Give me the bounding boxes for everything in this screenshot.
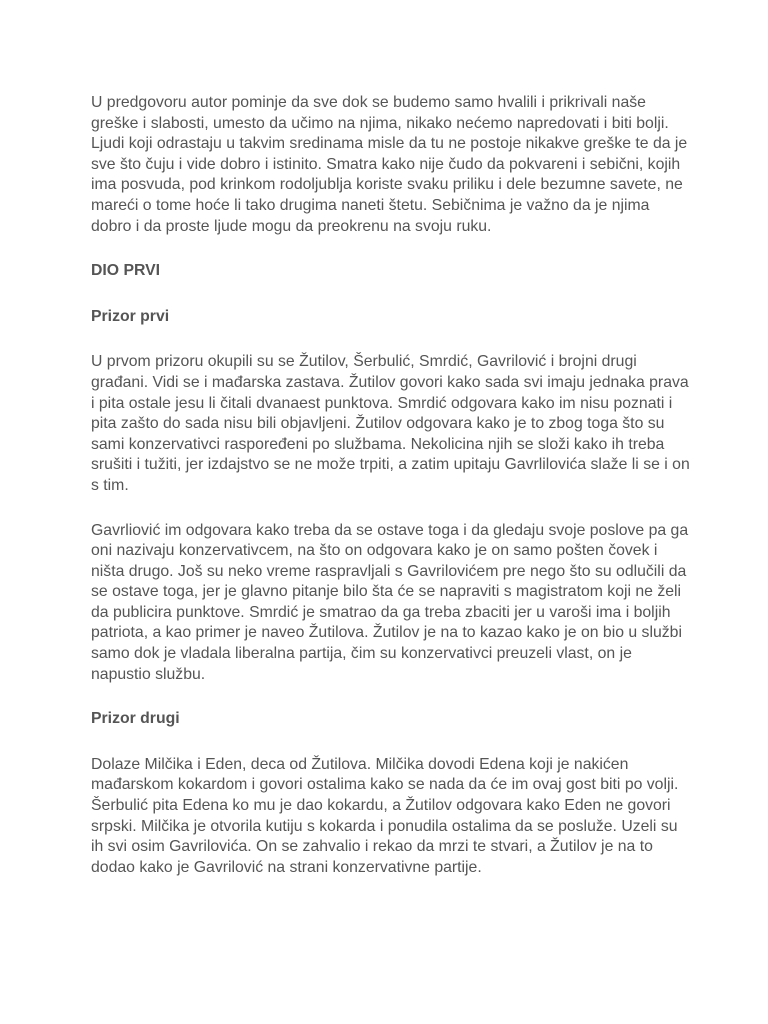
scene1-heading: Prizor prvi [91,307,170,325]
scene2-paragraph-1: Dolaze Milčika i Eden, deca od Žutilova. Milčika dovodi Edena koji je nakićen mađarskom kokardom i govori ostalima kako se nada da će im ovaj gost biti po volji. Šerbulić pita Edena ko mu je dao kokardu, a Žutilov odgovara kako Eden ne govori srpski. Milčika je otvorila kutiju s kokarda i ponudila ostalima da se posluže. Uzeli su ih svi osim Gavrilovića. On se zahvalio i rekao da mrzi te stvari, a Žutilov je na to dodao kako je Gavrilović na strani konzervativne partije. [91,755,679,876]
scene2-heading: Prizor drugi [91,710,180,728]
intro-paragraph: U predgovoru autor pominje da sve dok se budemo samo hvalili i prikrivali naše greške i slabosti, umesto da učimo na njima, nikako nećemo napredovati i biti bolji. Ljudi koji odrastaju u takvim sredinama misle da tu ne postoje nikakve greške te da je sve što čuju i vide dobro i istinito. Smatra kako nije čudo da pokvareni i sebični, kojih ima posvuda, pod krinkom rodoljublja koriste svaku priliku i dele bezumne savete, ne mareći o tome hoće li tako drugima naneti štetu. Sebičnima je važno da je njima dobro i da proste ljude mogu da preokrenu na svoju ruku. [91,94,688,235]
scene1-paragraph-1: U prvom prizoru okupili su se Žutilov, Šerbulić, Smrdić, Gavrilović i brojni drugi građani. Vidi se i mađarska zastava. Žutilov govori kako sada svi imaju jednaka prava i pita ostale jesu li čitali dvanaest punktova. Smrdić odgovara kako im nisu poznati i pita zašto do sada nisu bili objavljeni. Žutilov odgovara kako je to zbog toga što su sami konzervativci raspoređeni po službama. Nekolicina njih se složi kako ih treba srušiti i tužiti, jer izdajstvo se ne može trpiti, a zatim upitaju Gavrlilovića slaže li se i on s tim. [91,353,690,494]
part-heading: DIO PRVI [91,262,161,280]
document-body [91,93,691,878]
scene1-paragraph-2: Gavrliović im odgovara kako treba da se ostave toga i da gledaju svoje poslove pa ga oni nazivaju konzervativcem, na što on odgovara kako je on samo pošten čovek i ništa drugo. Još su neko vreme raspravljali s Gavrilovićem pre nego što su odlučili da se ostave toga, jer je glavno pitanje bilo šta će se napraviti s magistratom koji ne želi da publicira punktove. Smrdić je smatrao da ga treba zbaciti jer u varoši ima i boljih patriota, a kao primer je naveo Žutilova. Žutilov je na to kazao kako je on bio u službi samo dok je vladala liberalna partija, čim su konzervativci preuzeli vlast, on je napustio službu. [91,521,689,683]
